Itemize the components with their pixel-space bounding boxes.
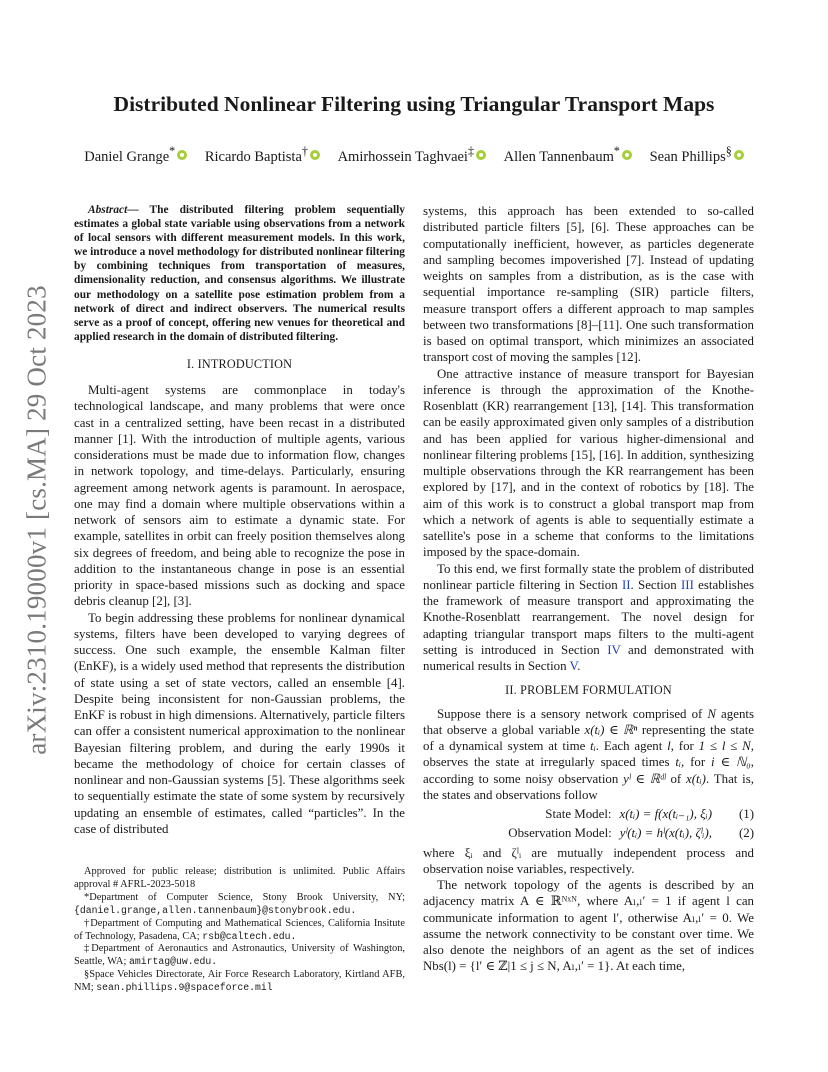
orcid-icon[interactable] — [622, 150, 632, 160]
author[interactable]: Amirhossein Taghvaei‡ — [338, 149, 486, 165]
author[interactable]: Daniel Grange* — [84, 149, 187, 165]
roadmap-paragraph: To this end, we first formally state the problem of distributed nonlinear particle filtering in Section II. Section III establishes the framework of measure transport and approximating the Knothe-Rosenblatt rearrangement. The novel design for adapting triangular transport maps filters to the multi-agent setting is introduced in Section IV and demonstrated with numerical results in Section V. — [423, 561, 755, 673]
body-paragraph: One attractive instance of measure transport for Bayesian inference is through the approximation of the Knothe-Rosenblatt (KR) rearrangement [13], [14]. This transformation can be easily approximated given only samples of a distribution and has been applied for various higher-dimensional and nonlinear filtering problems [15], [16]. In addition, synthesizing multiple observations through the KR rearrangement has been explored by [17], and in the context of robotics by [18]. The aim of this work is to construct a global transport map from which a network of agents is able to sequentially estimate a satellite's pose in a scheme that conforms to the limitations imposed by the space-domain. — [423, 366, 754, 560]
orcid-icon[interactable] — [177, 150, 187, 160]
footnote: ‡Department of Aeronautics and Astronautics, University of Washington, Seattle, WA; amirtag@uw.edu. — [74, 943, 405, 968]
orcid-icon[interactable] — [476, 150, 486, 160]
email-link[interactable]: rsb@caltech.edu. — [202, 930, 297, 942]
section-link[interactable]: IV — [607, 642, 621, 657]
body-paragraph: systems, this approach has been extended to so-called distributed particle filters [5], [6]. These approaches can be computationally inefficient, however, as particles degenerate and sampling becomes impoverished [7]. Instead of updating weights on samples from a distribution, as is the case with sequential importance re-sampling (SIR) particle filters, measure transport offers a different approach to map samples between two transformations [8]–[11]. One such transformation is based on optimal transport, which minimizes an associated transport cost of moving the samples [12]. — [423, 204, 754, 365]
orcid-icon[interactable] — [310, 150, 320, 160]
orcid-icon[interactable] — [734, 150, 744, 160]
left-column — [74, 203, 405, 837]
problem-paragraph: Suppose there is a sensory network comprised of N agents that observe a global variable x(tᵢ) ∈ ℝⁿ representing the state of a dynamical system at time tᵢ. Each agent l, for 1 ≤ l ≤ N, observes the state at irregularly spaced times tᵢ, for i ∈ ℕ₀, according to some noisy observation yˡ ∈ ℝᵈˡ of x(tᵢ). That is, the states and observations follow — [423, 706, 755, 802]
arxiv-id: arXiv:2310.19000v1 [cs.MA] 29 Oct 2023 — [21, 285, 52, 755]
intro-paragraph: Multi-agent systems are commonplace in today's technological landscape, and many problems that were once cast in a centralized setting, have been recast in a distributed manner [1]. With the introduction of multiple agents, various considerations must be made due to information flow, changes in network topology, and time-delays. Particularly, ensuring agreement among network agents is paramount. In aerospace, one may find a domain where multiple observations within a network of sensors aim to estimate a dynamic state. For example, satellites in orbit can freely position themselves along six degrees of freedom, and being able to recognize the pose in addition to the instantaneous change in pose is an essential priority in space-based missions such as docking and space debris cleanup [2], [3]. — [74, 383, 405, 609]
section-link[interactable]: V — [569, 659, 578, 673]
right-column — [423, 203, 754, 975]
email-link[interactable]: {daniel.grange,allen.tannenbaum}@stonybrook.edu. — [74, 904, 357, 916]
author[interactable]: Sean Phillips§ — [650, 149, 744, 165]
section-link[interactable]: II — [621, 577, 631, 592]
topology-paragraph: The network topology of the agents is described by an adjacency matrix A ∈ ℝᴺˣᴺ, where Aₗ,ₗ′ = 1 if agent l can communicate information to agent l′, otherwise Aₗ,ₗ′ = 0. We assume the network connectivity to be constant over time. We also denote the neighbors of an agent as the set of indices Nbs(l) = {l′ ∈ ℤ|1 ≤ j ≤ N, Aₗ,ₗ′ = 1}. At each time, — [423, 878, 754, 974]
approval-note: Approved for public release; distribution is unlimited. Public Affairs approval # AFRL-2023-5018 — [74, 866, 405, 890]
author-list — [60, 144, 768, 166]
abstract: Abstract— The distributed filtering problem sequentially estimates a global state variable using observations from a network of local sensors with different measurement models. In this work, we introduce a novel methodology for distributed nonlinear filtering by combining techniques from transportation of measures, dimensionality reduction, and consensus algorithms. We illustrate our methodology on a satellite pose estimation problem from a network of direct and indirect observers. The numerical results serve as a proof of concept, offering new venues for theoretical and applied research in the domain of distributed filtering. — [74, 204, 405, 343]
email-link[interactable]: sean.phillips.9@spaceforce.mil — [96, 982, 273, 994]
author[interactable]: Allen Tannenbaum* — [504, 149, 632, 165]
equation-state-model: State Model: x(tᵢ) = f(x(tᵢ₋₁), ξᵢ) (1) — [545, 807, 754, 821]
footnote: §Space Vehicles Directorate, Air Force Research Laboratory, Kirtland AFB, NM; sean.phillips.9@spaceforce.mil — [74, 969, 405, 994]
noise-paragraph: where ξᵢ and ζˡᵢ are mutually independent process and observation noise variables, respectively. — [423, 845, 754, 876]
email-link[interactable]: amirtag@uw.edu. — [128, 956, 218, 968]
intro-paragraph: To begin addressing these problems for nonlinear dynamical systems, filters have been developed to varying degrees of success. One such example, the ensemble Kalman filter (EnKF), is a widely used method that represents the distribution of state using a set of state vectors, called an ensemble [4]. Despite being inconsistent for non-Gaussian problems, the EnKF is robust in high dimensions. Alternatively, particle filters can offer a consistent numerical approximation to the nonlinear Bayesian filtering problem, and during the early 1990s it became the methodology of choice for certain classes of nonlinear and non-Gaussian systems [5]. These algorithms seek to sequentially estimate the state of some system by recursively updating an ensemble of estimates, called “particles”. In the case of distributed — [74, 610, 405, 836]
footnote: †Department of Computing and Mathematical Sciences, California Insitute of Technology, Pasadena, CA; rsb@caltech.edu. — [74, 917, 405, 942]
section-heading-introduction: I. INTRODUCTION — [186, 356, 293, 371]
author[interactable]: Ricardo Baptista† — [205, 149, 320, 165]
arxiv-stamp — [12, 280, 62, 760]
section-heading-problem: II. PROBLEM FORMULATION — [505, 683, 672, 698]
equation-observation-model: Observation Model: yˡ(tᵢ) = hˡ(x(tᵢ), ζˡᵢ), (2) — [508, 826, 754, 841]
paper-title: Distributed Nonlinear Filtering using Triangular Transport Maps — [113, 92, 715, 116]
footnote: *Department of Computer Science, Stony Brook University, NY; {daniel.grange,allen.tannenbaum}@stonybrook.edu. — [74, 891, 405, 916]
footnotes — [74, 866, 405, 995]
section-link[interactable]: III — [680, 577, 694, 592]
